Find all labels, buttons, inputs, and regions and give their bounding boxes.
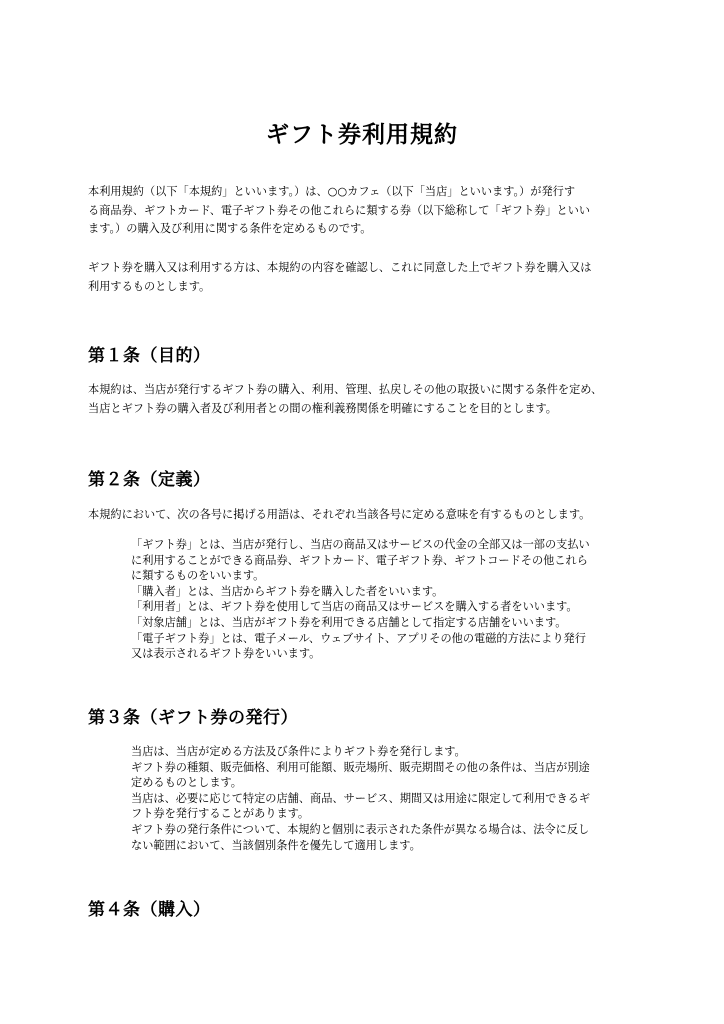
text-line: ギフト券を購入又は利用する方は、本規約の内容を確認し、これに同意した上でギフト券を購入又は: [88, 261, 592, 274]
text-line: 本利用規約（以下「本規約」といいます。）は、○○カフェ（以下「当店」といいます。）が発行す: [88, 185, 576, 198]
article-2-body: [88, 506, 648, 525]
text-line: ギフト券の発行条件について、本規約と個別に表示された条件が異なる場合は、法令に反し: [131, 822, 590, 836]
text-line: る商品券、ギフトカード、電子ギフト券その他これらに類する券（以下総称して「ギフト券」といい: [88, 203, 591, 217]
text-line: 「購入者」とは、当店からギフト券を購入した者をいいます。: [131, 584, 444, 598]
list-item: [131, 822, 651, 853]
text-line: に類するものをいいます。: [131, 569, 265, 583]
list-item: [131, 760, 651, 791]
article-3-clauses-list: [131, 744, 651, 853]
text-line: 本規約は、当店が発行するギフト券の購入、利用、管理、払戻しその他の取扱いに関する条件を定め、: [88, 383, 603, 396]
text-line: 「対象店舗」とは、当店がギフト券を利用できる店舗として指定する店舗をいいます。: [131, 615, 567, 629]
article-2-heading: 第２条（定義）: [88, 470, 211, 490]
list-item: [131, 615, 651, 631]
intro-paragraph-1: [88, 183, 648, 239]
article-2-definitions-list: [131, 537, 651, 662]
list-item: [131, 584, 651, 600]
text-line: 「電子ギフト券」とは、電子メール、ウェブサイト、アプリその他の電磁的方法により発行: [131, 631, 586, 645]
article-3-heading: 第３条（ギフト券の発行）: [88, 708, 298, 728]
text-line: 本規約において、次の各号に掲げる用語は、それぞれ当該各号に定める意味を有するものとします。: [88, 508, 591, 521]
text-line: 利用するものとします。: [88, 279, 211, 293]
document-title: ギフト券利用規約: [266, 122, 458, 148]
article-1-body: [88, 381, 648, 418]
text-line: 又は表示されるギフト券をいいます。: [131, 647, 321, 661]
list-item: [131, 537, 651, 584]
text-line: ギフト券の種類、販売価格、利用可能額、販売場所、販売期間その他の条件は、当店が別途: [131, 760, 590, 774]
intro-paragraph-2: [88, 259, 648, 296]
list-item: [131, 744, 651, 760]
text-line: フト券を発行することがあります。: [131, 807, 310, 821]
article-4-heading: 第４条（購入）: [88, 900, 211, 920]
text-line: 「利用者」とは、ギフト券を使用して当店の商品又はサービスを購入する者をいいます。: [131, 600, 578, 614]
text-line: 当店は、必要に応じて特定の店舗、商品、サービス、期間又は用途に限定して利用できるギ: [131, 791, 591, 805]
list-item: [131, 791, 651, 822]
text-line: ます。）の購入及び利用に関する条件を定めるものです。: [88, 222, 372, 235]
text-line: 定めるものとします。: [131, 776, 242, 790]
text-line: 当店は、当店が定める方法及び条件によりギフト券を発行します。: [131, 745, 466, 758]
article-1-heading: 第１条（目的）: [88, 346, 211, 366]
list-item: [131, 631, 651, 662]
text-line: 当店とギフト券の購入者及び利用者との間の権利義務関係を明確にすることを目的とします。: [88, 401, 557, 415]
list-item: [131, 599, 651, 615]
text-line: ない範囲において、当該個別条件を優先して適用します。: [131, 838, 421, 852]
text-line: に利用することができる商品券、ギフトカード、電子ギフト券、ギフトコードその他これら: [131, 553, 588, 567]
text-line: 「ギフト券」とは、当店が発行し、当店の商品又はサービスの代金の全部又は一部の支払い: [131, 538, 590, 551]
